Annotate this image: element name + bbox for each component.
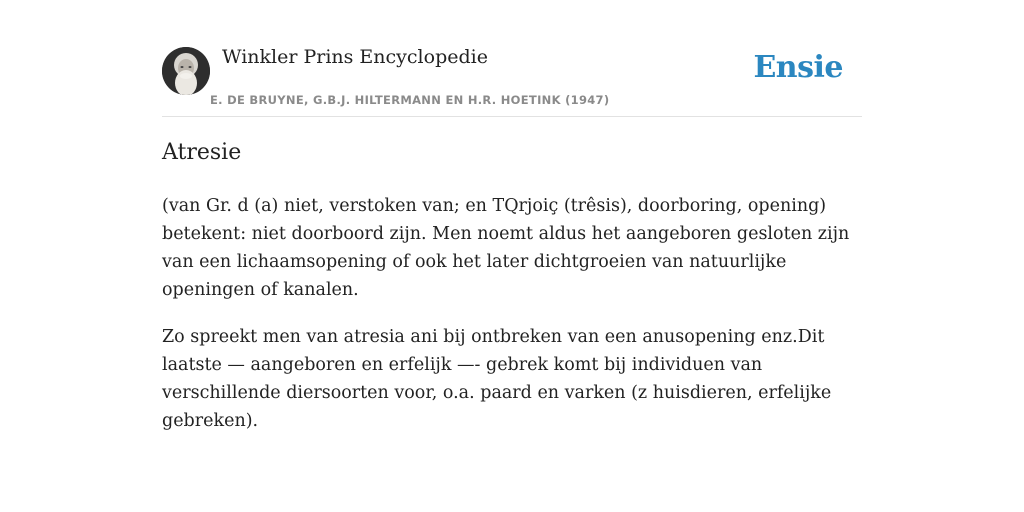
author-avatar[interactable] (162, 47, 210, 95)
page-container (162, 0, 862, 431)
portrait-image (162, 47, 210, 95)
brand-logo[interactable]: Ensie (753, 50, 843, 85)
article-paragraph-1: (van Gr. d (a) niet, verstoken van; en TQrjoiç (trêsis), doorboring, opening) betekent: niet doorboord zijn. Men noemt aldus het aangeboren gesloten zijn van een lichaamsopening of ook het later dichtgroeien van natuurlijke openingen of kanalen. (162, 196, 850, 300)
site-title[interactable]: Winkler Prins Encyclopedie (222, 46, 488, 68)
header (162, 0, 862, 117)
authors-line: E. DE BRUYNE, G.B.J. HILTERMANN EN H.R. HOETINK (1947) (210, 93, 610, 107)
article-title: Atresie (162, 140, 242, 165)
article-paragraph-2: Zo spreekt men van atresia ani bij ontbreken van een anusopening enz.Dit laatste — aangeboren en erfelijk —- gebrek komt bij individuen van verschillende diersoorten voor, o.a. paard en varken (z huisdieren, erfelijke gebreken). (162, 327, 832, 431)
